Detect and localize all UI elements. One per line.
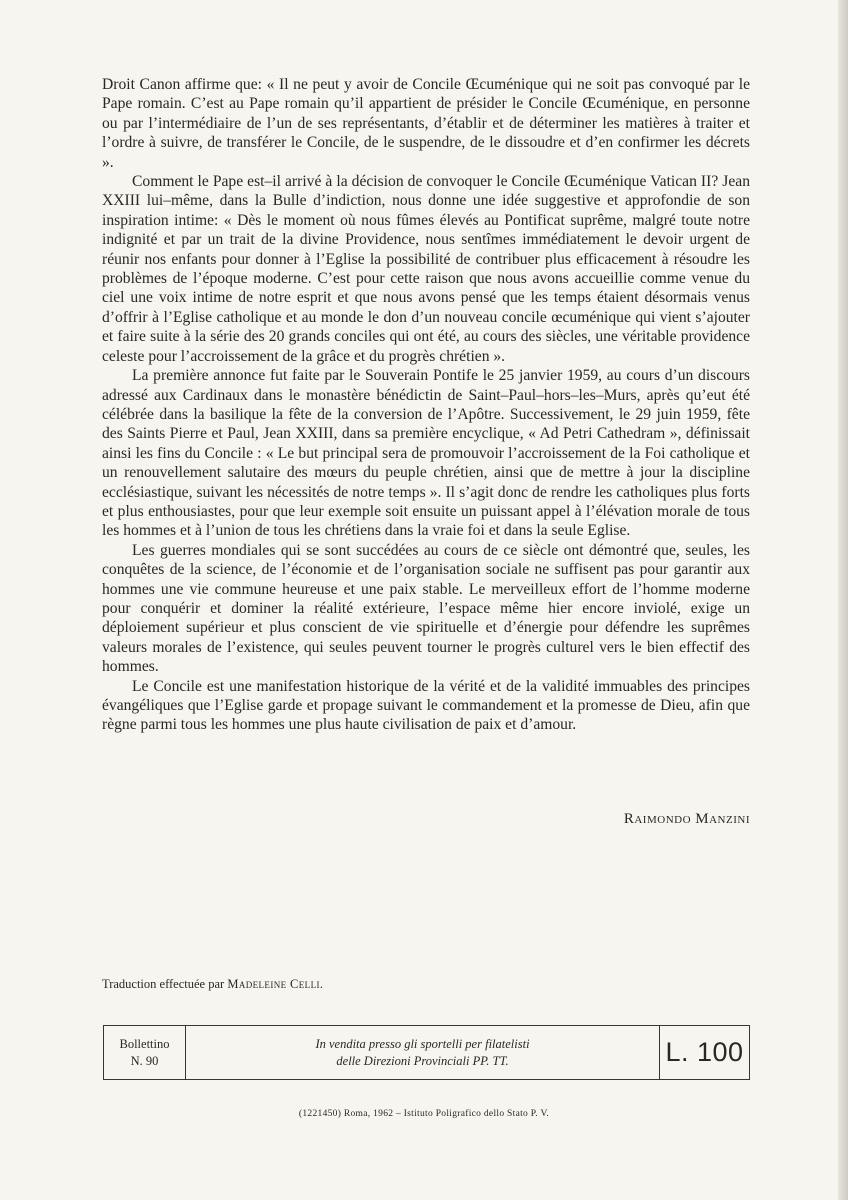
paragraph: Comment le Pape est–il arrivé à la décision de convoquer le Concile Œcuménique Vatican II? Jean XXIII lui–même, dans la Bulle d’indiction, nous donne une idée suggestive et approfondie de son inspiration intime: « Dès le moment où nous fûmes élevés au Pontificat suprême, malgré toute notre indignité et par un trait de la divine Providence, nous sentîmes immédiatement le devoir urgent de réunir nos enfants pour donner à l’Eglise la possibilité de contribuer plus efficacement à résoudre les problèmes de l’époque moderne. C’est pour cette raison que nous avons accueillie comme venue du ciel une voix intime de notre esprit et que nous avons pensé que les temps étaient désormais venus d’offrir à l’Eglise catholique et au monde le don d’un nouveau concile œcuménique qui vient s’ajouter et faire suite à la série des 20 grands conciles qui ont été, au cours des siècles, une véritable providence celeste pour l’accroissement de la grâce et du progrès chrétien ». [102, 173, 750, 365]
translator-name: Madeleine Celli. [227, 977, 324, 991]
sale-line-2: delle Direzioni Provinciali PP. TT. [336, 1053, 509, 1068]
sale-info-cell [186, 1026, 659, 1079]
bulletin-number: N. 90 [130, 1053, 159, 1068]
bulletin-label: Bollettino [119, 1036, 170, 1051]
paragraph: Les guerres mondiales qui se sont succédées au cours de ce siècle ont démontré que, seules, les conquêtes de la science, de l’économie et de l’organisation sociale ne suffisent pas pour garantir aux hommes une vie commune heureuse et une paix stable. Le merveilleux effort de l’homme moderne pour conquérir et dominer la réalité extérieure, l’espace même hier encore inviolé, exige un déploiement supérieur et plus conscient de vie spirituelle et d’énergie pour défendre les suprêmes valeurs morales de l’existence, qui seules peuvent tourner le progrès culturel vers le bien effectif des hommes. [102, 541, 750, 676]
bulletin-cell [104, 1026, 186, 1079]
paragraph: Droit Canon affirme que: « Il ne peut y avoir de Concile Œcuménique qui ne soit pas convoqué par le Pape romain. C’est au Pape romain qu’il appartient de présider le Concile Œcuménique, en personne ou par l’intermédiaire de l’un de ses représentants, d’établir et de déterminer les matières à traiter et l’ordre à suivre, de transférer le Concile, de le suspendre, de le dissoudre et d’en confirmer les décrets ». [102, 76, 750, 171]
article-body [102, 75, 750, 735]
printer-imprint: (1221450) Roma, 1962 – Istituto Poligrafico dello Stato P. V. [298, 1109, 550, 1119]
author-signature: Raimondo Manzini [623, 811, 750, 827]
sale-line-1: In vendita presso gli sportelli per filatelisti [315, 1036, 530, 1051]
translation-label: Traduction effectuée par [102, 977, 228, 991]
footer-box [103, 1025, 750, 1080]
translation-credit [102, 977, 602, 992]
page-edge [838, 0, 848, 1200]
price: L. 100 [659, 1026, 749, 1079]
paragraph: La première annonce fut faite par le Souverain Pontife le 25 janvier 1959, au cours d’un discours adressé aux Cardinaux dans le monastère bénédictin de Saint–Paul–hors–les–Murs, après qu’eut été célébrée dans la basilique la fête de la conversion de l’Apôtre. Successivement, le 29 juin 1959, fête des Saints Pierre et Paul, Jean XXIII, dans sa première encyclique, « Ad Petri Cathedram », définissait ainsi les fins du Concile : « Le but principal sera de promouvoir l’accroissement de la Foi catholique et un renouvellement salutaire des mœurs du peuple chrétien, ainsi que de mettre à jour la discipline ecclésiastique, suivant les nécessités de notre temps ». Il s’agit donc de rendre les catholiques plus forts et plus enthousiastes, pour que leur exemple soit ensuite un puissant appel à l’élévation morale de tous les hommes et à l’union de tous les chrétiens dans la vraie foi et dans la seule Eglise. [102, 367, 750, 540]
paragraph: Le Concile est une manifestation historique de la vérité et de la validité immuables des principes évangéliques que l’Eglise garde et propage suivant le commandement et la promesse de Dieu, afin que règne parmi tous les hommes une plus haute civilisation de paix et d’amour. [102, 677, 750, 734]
